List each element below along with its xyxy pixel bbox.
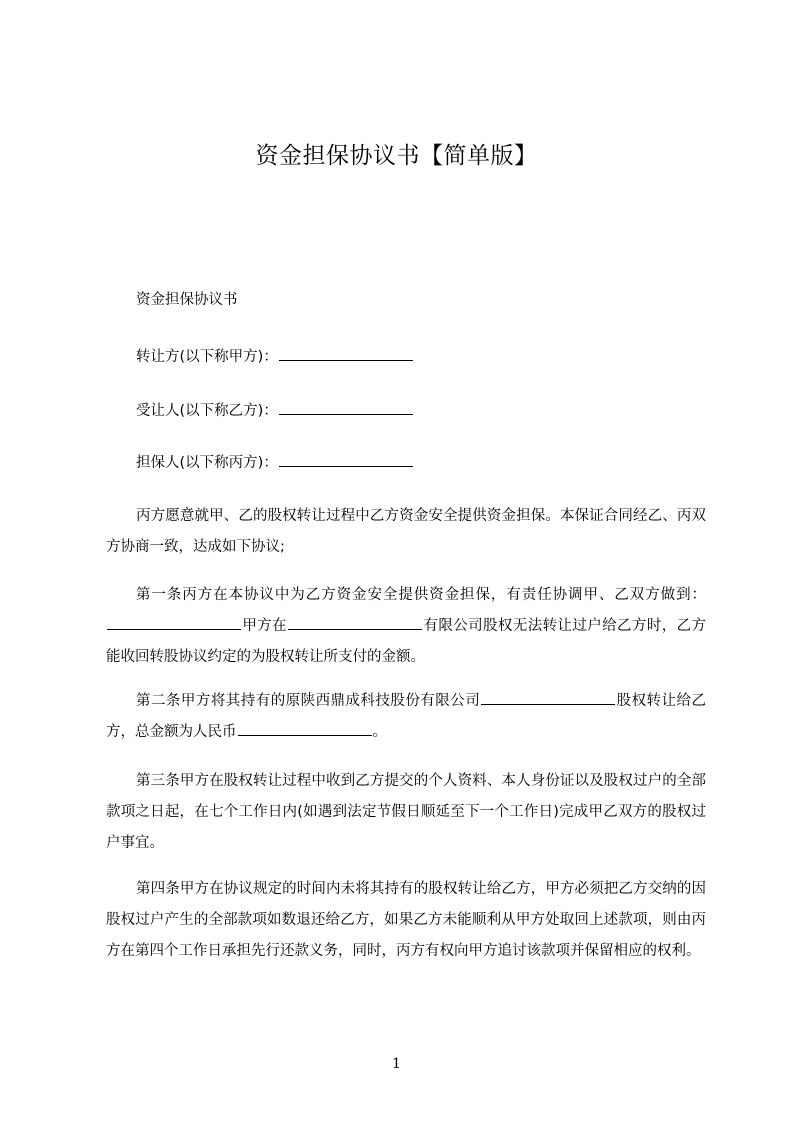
article-2-text-c: 。 bbox=[372, 724, 387, 740]
article-2-text-b: 股权转让给乙方，总金额为人民币 bbox=[106, 693, 707, 740]
document-title: 资金担保协议书【简单版】 bbox=[255, 143, 538, 169]
article-1-blank-1 bbox=[107, 615, 241, 630]
transferee-label: 受让人(以下称乙方)： bbox=[136, 403, 278, 419]
transferee-blank bbox=[279, 400, 413, 415]
article-1-text-a: 第一条丙方在本协议中为乙方资金安全提供资金担保，有责任协调甲、乙双方做到： bbox=[136, 587, 706, 603]
guarantor-label: 担保人(以下称丙方)： bbox=[136, 455, 278, 471]
transferor-blank bbox=[279, 346, 413, 361]
transferee-line bbox=[136, 400, 414, 421]
transferor-line bbox=[136, 346, 414, 367]
article-1-blank-2 bbox=[288, 615, 422, 630]
article-1-paragraph bbox=[106, 580, 706, 673]
article-2-blank-1 bbox=[481, 690, 615, 705]
article-3-paragraph: 第三条甲方在股权转让过程中收到乙方提交的个人资料、本人身份证以及股权过户的全部款项之日起，在七个工作日内(如遇到法定节假日顺延至下一个工作日)完成甲乙双方的股权过户事宜。 bbox=[106, 773, 706, 851]
article-2-paragraph bbox=[106, 686, 706, 748]
guarantor-line bbox=[136, 452, 414, 473]
document-subtitle: 资金担保协议书 bbox=[136, 292, 238, 308]
page-number: 1 bbox=[392, 1056, 401, 1072]
article-4-paragraph: 第四条甲方在协议规定的时间内未将其持有的股权转让给乙方，甲方必须把乙方交纳的因股权过户产生的全部款项如数退还给乙方，如果乙方未能顺利从甲方处取回上述款项，则由丙方在第四个工作日承担先行还款义务，同时，丙方有权向甲方追讨该款项并保留相应的权利。 bbox=[106, 881, 706, 959]
guarantor-blank bbox=[279, 452, 413, 467]
transferor-label: 转让方(以下称甲方)： bbox=[136, 349, 278, 365]
article-1-text-b: 甲方在 bbox=[242, 618, 288, 634]
article-1-text-c: 有限公司股权无法转让过户给乙方时，乙方能收回转股协议约定的为股权转让所支付的金额。 bbox=[106, 618, 707, 665]
preamble-paragraph: 丙方愿意就甲、乙的股权转让过程中乙方资金安全提供资金担保。本保证合同经乙、丙双方协商一致，达成如下协议; bbox=[106, 508, 706, 555]
article-2-blank-2 bbox=[238, 721, 372, 736]
article-2-text-a: 第二条甲方将其持有的原陕西鼎成科技股份有限公司 bbox=[136, 693, 481, 709]
